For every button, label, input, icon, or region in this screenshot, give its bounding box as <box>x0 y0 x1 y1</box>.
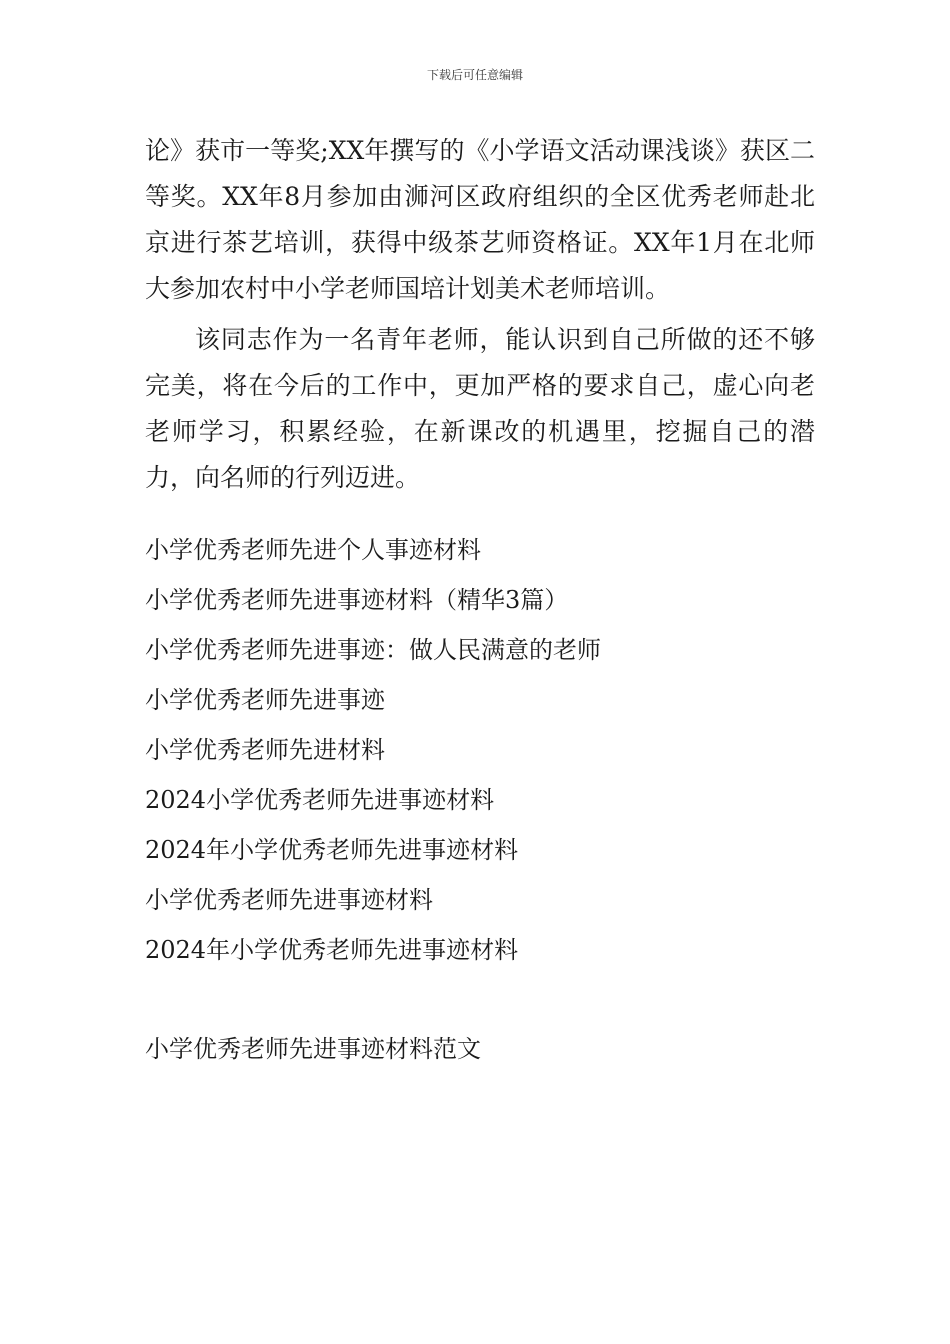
related-article-link[interactable]: 2024年小学优秀老师先进事迹材料 <box>145 936 519 964</box>
paragraph-awards: 论》获市一等奖;XX年撰写的《小学语文活动课浅谈》获区二等奖。XX年8月参加由浉河区政府组织的全区优秀老师赴北京进行茶艺培训，获得中级茶艺师资格证。XX年1月在北师大参加农村中小学老师国培计划美术老师培训。 <box>145 136 815 303</box>
related-article-link[interactable]: 小学优秀老师先进事迹 <box>145 686 385 714</box>
related-article-link[interactable]: 小学优秀老师先进事迹材料范文 <box>145 1035 481 1063</box>
paragraph-summary: 该同志作为一名青年老师，能认识到自己所做的还不够完美，将在今后的工作中，更加严格的要求自己，虚心向老老师学习，积累经验，在新课改的机遇里，挖掘自己的潜力，向名师的行列迈进。 <box>145 325 815 492</box>
document-body <box>145 128 815 501</box>
page-header: 下载后可任意编辑 <box>426 68 523 82</box>
related-article-link[interactable]: 小学优秀老师先进个人事迹材料 <box>145 536 481 564</box>
related-articles-list <box>145 525 815 1074</box>
related-article-link[interactable]: 2024小学优秀老师先进事迹材料 <box>145 786 495 814</box>
related-article-link[interactable]: 小学优秀老师先进事迹材料 <box>145 886 433 914</box>
related-article-link[interactable]: 小学优秀老师先进材料 <box>145 736 385 764</box>
related-article-link[interactable]: 2024年小学优秀老师先进事迹材料 <box>145 836 519 864</box>
related-article-link[interactable]: 小学优秀老师先进事迹材料（精华3篇） <box>145 586 569 614</box>
related-article-link[interactable]: 小学优秀老师先进事迹：做人民满意的老师 <box>145 636 601 664</box>
